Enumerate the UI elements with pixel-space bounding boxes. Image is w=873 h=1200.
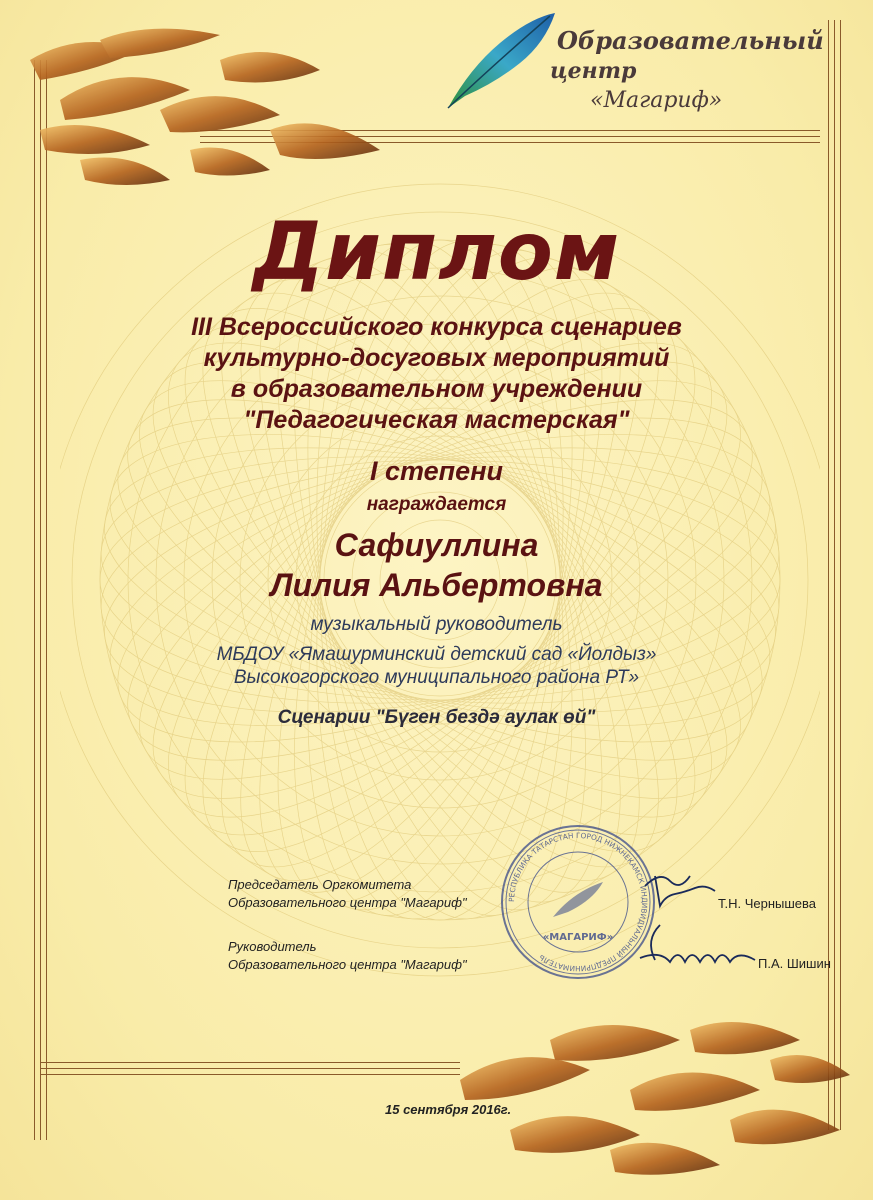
signature-1-handwriting xyxy=(640,866,720,916)
contest-line-2: культурно-досуговых мероприятий xyxy=(203,344,670,372)
stamp-outer-text: РЕСПУБЛИКА ТАТАРСТАН ГОРОД НИЖНЕКАМСК ИНДИВИДУАЛЬНЫЙ ПРЕДПРИНИМАТЕЛЬ xyxy=(506,830,650,974)
signature-1-role-line1: Председатель Оргкомитета xyxy=(228,877,412,892)
signature-2-role xyxy=(228,938,467,974)
contest-title xyxy=(0,312,873,436)
frame-bottom xyxy=(40,1062,460,1063)
recipient-org-line1: МБДОУ «Ямашурминский детский сад «Йолдыз» xyxy=(216,644,657,665)
stamp-center-text: «МАГАРИФ» xyxy=(542,932,614,943)
logo-text-line3: «Магариф» xyxy=(590,88,723,113)
feather-icon xyxy=(440,8,560,118)
signature-1-name: Т.Н. Чернышева xyxy=(718,896,817,911)
award-degree: I степени xyxy=(370,456,503,486)
leaves-decoration-top xyxy=(20,20,440,200)
signature-2-role-line1: Руководитель xyxy=(228,939,317,954)
frame-bottom2 xyxy=(40,1068,460,1069)
diploma-title: Диплом xyxy=(252,205,621,298)
signature-2-name: П.А. Шишин xyxy=(758,956,831,971)
recipient-given-name: Лилия Альбертовна xyxy=(270,567,603,603)
signature-2-handwriting xyxy=(630,920,760,980)
recipient-org-line2: Высокогорского муниципального района РТ» xyxy=(233,667,640,688)
signature-1-role-line2: Образовательного центра "Магариф" xyxy=(228,895,467,910)
contest-line-4: "Педагогическая мастерская" xyxy=(243,406,630,434)
contest-line-1: III Всероссийского конкурса сценариев xyxy=(191,313,682,341)
contest-line-3: в образовательном учреждении xyxy=(230,375,643,403)
signature-2-role-line2: Образовательного центра "Магариф" xyxy=(228,957,467,972)
logo-text-line2: центр xyxy=(550,58,637,84)
signature-1-role xyxy=(228,876,467,912)
recipient-position: музыкальный руководитель xyxy=(310,614,563,635)
logo xyxy=(440,8,824,123)
issue-date: 15 сентября 2016г. xyxy=(385,1102,512,1117)
leaves-decoration-bottom xyxy=(430,1000,860,1190)
scenario-title: Сценарии "Бүген бездә аулак өй" xyxy=(277,707,596,728)
recipient-surname: Сафиуллина xyxy=(334,527,539,563)
logo-text-line1: Образовательный xyxy=(557,26,824,55)
awarded-label: награждается xyxy=(366,494,507,515)
frame-bottom3 xyxy=(40,1074,460,1075)
